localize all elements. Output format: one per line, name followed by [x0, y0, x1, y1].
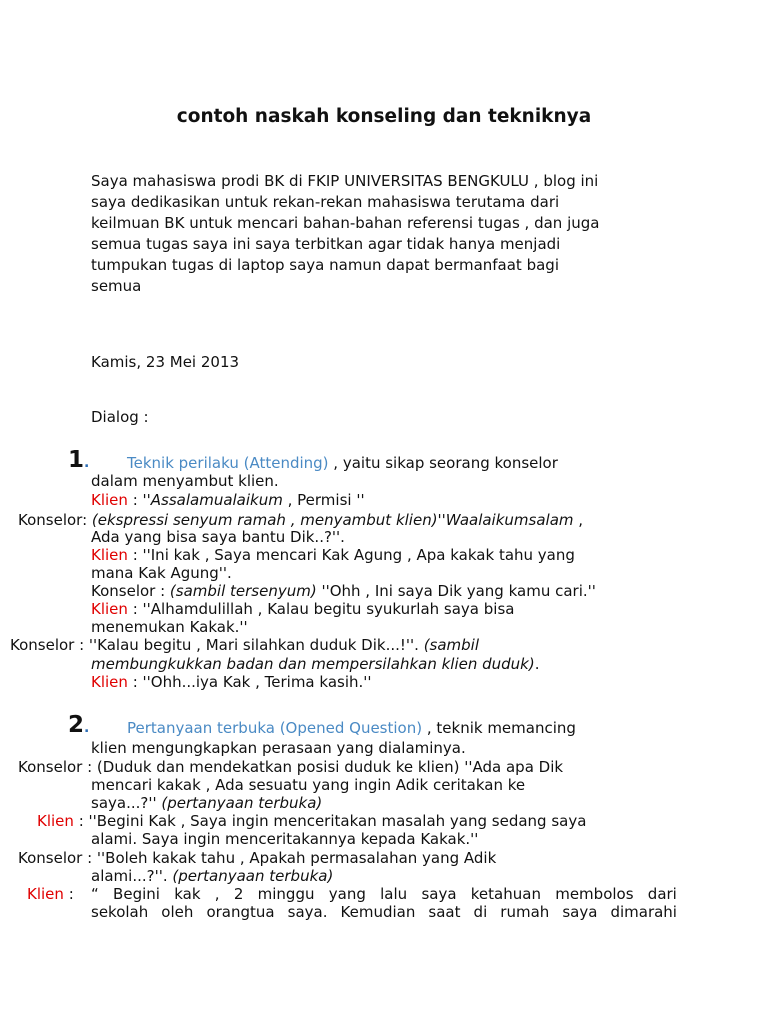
dialog-line: Konselor : ''Boleh kakak tahu , Apakah permasalahan yang Adik [18, 849, 497, 867]
dialog-line: Klien : ''Ini kak , Saya mencari Kak Agung , Apa kakak tahu yang [91, 546, 575, 564]
dialog-line: Konselor : ''Kalau begitu , Mari silahkan duduk Dik...!''. (sambil [10, 636, 480, 654]
section-description-cont: dalam menyambut klien. [91, 472, 279, 490]
word: Kemudian [340, 903, 416, 921]
speaker-konselor: Konselor : [91, 582, 170, 600]
word: , [214, 885, 220, 903]
word: membolos [555, 885, 634, 903]
word: di [473, 903, 488, 921]
word: rumah [500, 903, 550, 921]
intro-line: keilmuan BK untuk mencari bahan-bahan referensi tugas , dan juga [91, 214, 600, 232]
speaker-klien: Klien [27, 885, 64, 903]
dialog-label: Dialog : [91, 408, 149, 426]
dialog-line: Klien : [27, 885, 74, 903]
word: Begini [113, 885, 160, 903]
dialog-line: mana Kak Agung''. [91, 564, 232, 582]
section-2-heading-line [127, 719, 576, 737]
word: saya [562, 903, 598, 921]
section-1-heading-line [127, 454, 558, 472]
section-description: , yaitu sikap seorang konselor [328, 454, 558, 472]
dialog-line: Klien : ''Begini Kak , Saya ingin menceritakan masalah yang sedang saya [37, 812, 587, 830]
word: dari [647, 885, 677, 903]
word: lalu [380, 885, 408, 903]
word: dimarahi [610, 903, 677, 921]
dialog-line: Ada yang bisa saya bantu Dik..?''. [91, 528, 345, 546]
intro-line: semua [91, 277, 142, 295]
word: ketahuan [470, 885, 541, 903]
word: minggu [257, 885, 315, 903]
speaker-klien: Klien [91, 491, 128, 509]
page-title: contoh naskah konseling dan tekniknya [176, 106, 592, 127]
intro-line: tumpukan tugas di laptop saya namun dapat bermanfaat bagi [91, 256, 559, 274]
speaker-klien: Klien [91, 546, 128, 564]
word: sekolah [91, 903, 149, 921]
word: saya. [287, 903, 328, 921]
post-date: Kamis, 23 Mei 2013 [91, 353, 240, 371]
word: “ [91, 885, 99, 903]
dialog-line: membungkukkan badan dan mempersilahkan klien duduk). [91, 655, 540, 673]
section-description: , teknik memancing [422, 719, 576, 737]
speaker-klien: Klien [91, 600, 128, 618]
bullet-dot: . [84, 720, 90, 736]
section-number: 2 [68, 712, 85, 738]
dialog-line: Klien : ''Ohh...iya Kak , Terima kasih.'' [91, 673, 372, 691]
intro-line: saya dedikasikan untuk rekan-rekan mahasiswa terutama dari [91, 193, 560, 211]
intro-line: semua tugas saya ini saya terbitkan agar tidak hanya menjadi [91, 235, 561, 253]
dialog-line: Klien : ''Assalamualaikum , Permisi '' [91, 491, 365, 509]
dialog-line: Konselor: (ekspressi senyum ramah , menyambut klien)''Waalaikumsalam , [18, 511, 584, 529]
speaker-konselor: Konselor : ''Kalau begitu , Mari silahkan duduk Dik...!''. [10, 636, 424, 654]
word: saya [421, 885, 457, 903]
word: saat [428, 903, 461, 921]
section-heading: Pertanyaan terbuka (Opened Question) [127, 719, 423, 737]
section-2-number [68, 712, 89, 738]
bullet-dot: . [84, 455, 90, 471]
dialog-line: alami. Saya ingin menceritakannya kepada Kakak.'' [91, 830, 479, 848]
section-description-cont: klien mengungkapkan perasaan yang dialaminya. [91, 739, 466, 757]
word: yang [328, 885, 366, 903]
section-number: 1 [68, 447, 85, 473]
word: orangtua [206, 903, 275, 921]
word: oleh [161, 903, 194, 921]
speaker-konselor: Konselor: [18, 511, 92, 529]
justified-line [91, 885, 677, 903]
dialog-line: alami...?''. (pertanyaan terbuka) [91, 867, 334, 885]
justified-line [91, 903, 677, 921]
intro-paragraph [91, 171, 691, 297]
speaker-klien: Klien [37, 812, 74, 830]
dialog-line: saya...?'' (pertanyaan terbuka) [91, 794, 323, 812]
speaker-klien: Klien [91, 673, 128, 691]
word: kak [174, 885, 201, 903]
dialog-line: menemukan Kakak.'' [91, 618, 248, 636]
section-1-number [68, 447, 89, 473]
intro-line: Saya mahasiswa prodi BK di FKIP UNIVERSITAS BENGKULU , blog ini [91, 172, 599, 190]
dialog-line: Konselor : (sambil tersenyum) ''Ohh , Ini saya Dik yang kamu cari.'' [91, 582, 596, 600]
dialog-line: Klien : ''Alhamdulillah , Kalau begitu syukurlah saya bisa [91, 600, 515, 618]
word: 2 [233, 885, 244, 903]
dialog-line: mencari kakak , Ada sesuatu yang ingin Adik ceritakan ke [91, 776, 526, 794]
section-heading: Teknik perilaku (Attending) [127, 454, 329, 472]
dialog-line: Konselor : (Duduk dan mendekatkan posisi duduk ke klien) ''Ada apa Dik [18, 758, 564, 776]
